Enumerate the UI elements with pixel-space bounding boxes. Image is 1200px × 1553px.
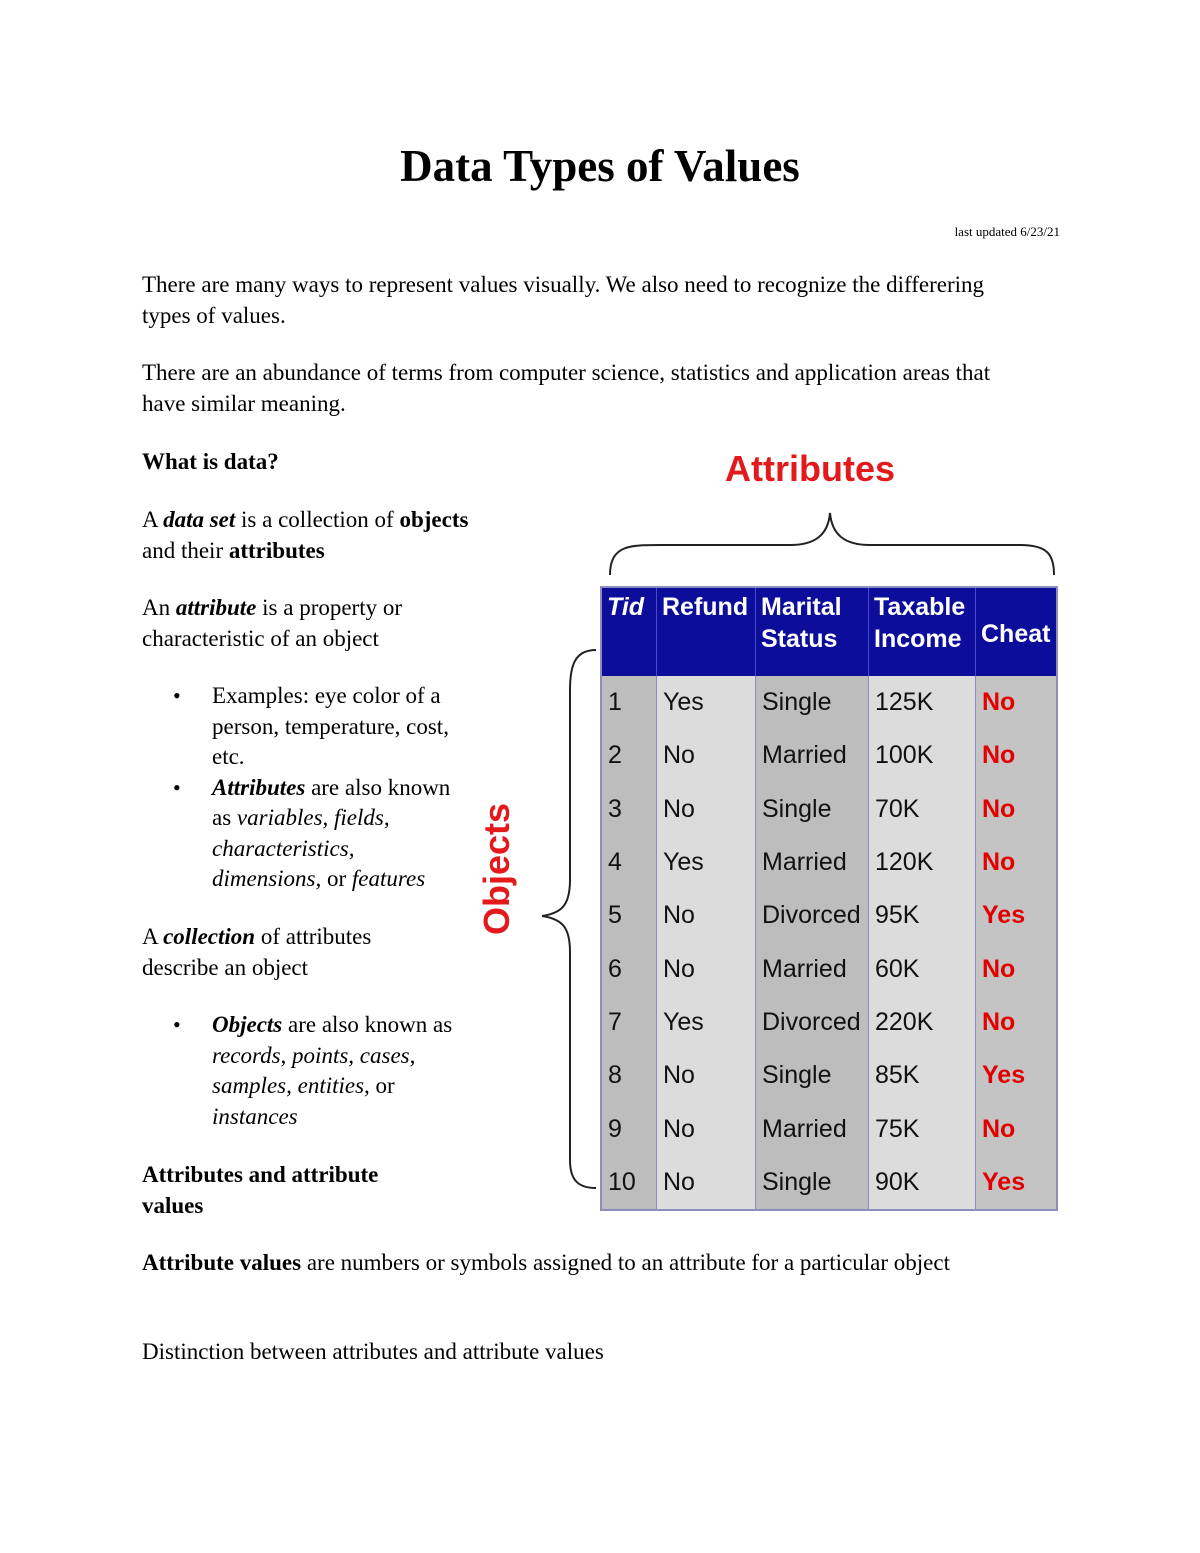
table-cell: Married	[756, 729, 869, 782]
table-cell: No	[657, 1049, 756, 1102]
table-cell: No	[976, 1102, 1058, 1155]
table-cell: 220K	[869, 996, 976, 1049]
table-cell: Yes	[657, 676, 756, 729]
table-cell: 9	[601, 1102, 657, 1155]
dataset-definition: A data set is a collection of objects and their attributes	[142, 507, 469, 563]
table-cell: 5	[601, 889, 657, 942]
table-cell: No	[976, 729, 1058, 782]
intro-paragraph-2: There are an abundance of terms from computer science, statistics and application areas that have similar meaning.	[142, 360, 991, 416]
table-cell: 7	[601, 996, 657, 1049]
list-item: • Objects are also known as records, points, cases, samples, entities, or instances	[212, 1010, 464, 1132]
table-cell: Single	[756, 1156, 869, 1210]
table-cell: No	[657, 889, 756, 942]
table-cell: Divorced	[756, 889, 869, 942]
page-title: Data Types of Values	[400, 141, 800, 191]
column-header-cheat: Cheat	[976, 587, 1058, 676]
objects-brace	[542, 650, 596, 1188]
table-cell: No	[657, 783, 756, 836]
table-cell: Single	[756, 783, 869, 836]
table-cell: Divorced	[756, 996, 869, 1049]
table-cell: No	[976, 783, 1058, 836]
list-item: • Attributes are also known as variables, fields, characteristics, dimensions, or features	[212, 773, 464, 895]
column-header-refund: Refund	[657, 587, 756, 676]
list-item: • Examples: eye color of a person, temperature, cost, etc.	[212, 681, 464, 773]
table-cell: 8	[601, 1049, 657, 1102]
distinction-text: Distinction between attributes and attribute values	[142, 1339, 604, 1364]
table-cell: No	[657, 942, 756, 995]
column-header-marital-status: Marital Status	[756, 587, 869, 676]
table-row	[601, 942, 1057, 995]
attribute-values-heading: Attributes and attribute values	[142, 1162, 379, 1218]
data-table	[600, 586, 1058, 1211]
table-cell: 90K	[869, 1156, 976, 1210]
column-header-taxable-income: Taxable Income	[869, 587, 976, 676]
table-row	[601, 676, 1057, 729]
table-header-row	[601, 587, 1057, 676]
table-row	[601, 836, 1057, 889]
objects-label: Objects	[476, 802, 517, 935]
table-cell: Yes	[976, 1049, 1058, 1102]
collection-definition: A collection of attributes describe an object	[142, 924, 372, 980]
table-cell: Yes	[976, 889, 1058, 942]
table-cell: 3	[601, 783, 657, 836]
column-header-tid: Tid	[601, 587, 657, 676]
table-cell: 70K	[869, 783, 976, 836]
table-row	[601, 783, 1057, 836]
table-row	[601, 729, 1057, 782]
last-updated: last updated 6/23/21	[954, 224, 1060, 239]
table-cell: Married	[756, 1102, 869, 1155]
table-cell: Single	[756, 676, 869, 729]
table-cell: No	[976, 996, 1058, 1049]
table-cell: Single	[756, 1049, 869, 1102]
attributes-brace	[610, 513, 1054, 575]
table-cell: 10	[601, 1156, 657, 1210]
attribute-values-definition: Attribute values are numbers or symbols assigned to an attribute for a particular object	[142, 1250, 950, 1275]
table-cell: 125K	[869, 676, 976, 729]
table-row	[601, 889, 1057, 942]
table-cell: Yes	[976, 1156, 1058, 1210]
table-cell: 120K	[869, 836, 976, 889]
table-cell: No	[657, 1156, 756, 1210]
intro-paragraph-1: There are many ways to represent values visually. We also need to recognize the differering types of values.	[142, 272, 985, 328]
table-row	[601, 1049, 1057, 1102]
table-cell: 2	[601, 729, 657, 782]
table-row	[601, 1156, 1057, 1210]
table-cell: 100K	[869, 729, 976, 782]
table-row	[601, 996, 1057, 1049]
table-cell: 85K	[869, 1049, 976, 1102]
table-cell: No	[976, 676, 1058, 729]
table-cell: 1	[601, 676, 657, 729]
table-cell: Married	[756, 836, 869, 889]
table-cell: No	[657, 1102, 756, 1155]
table-cell: 6	[601, 942, 657, 995]
table-row	[601, 1102, 1057, 1155]
table-cell: No	[976, 942, 1058, 995]
table-cell: 60K	[869, 942, 976, 995]
table-cell: 4	[601, 836, 657, 889]
table-cell: Yes	[657, 996, 756, 1049]
table-cell: No	[657, 729, 756, 782]
table-cell: No	[976, 836, 1058, 889]
attribute-definition: An attribute is a property or characteristic of an object	[142, 595, 403, 651]
table-cell: Married	[756, 942, 869, 995]
table-cell: Yes	[657, 836, 756, 889]
table-cell: 95K	[869, 889, 976, 942]
attributes-label: Attributes	[725, 448, 895, 489]
table-cell: 75K	[869, 1102, 976, 1155]
what-is-data-heading: What is data?	[142, 449, 279, 474]
